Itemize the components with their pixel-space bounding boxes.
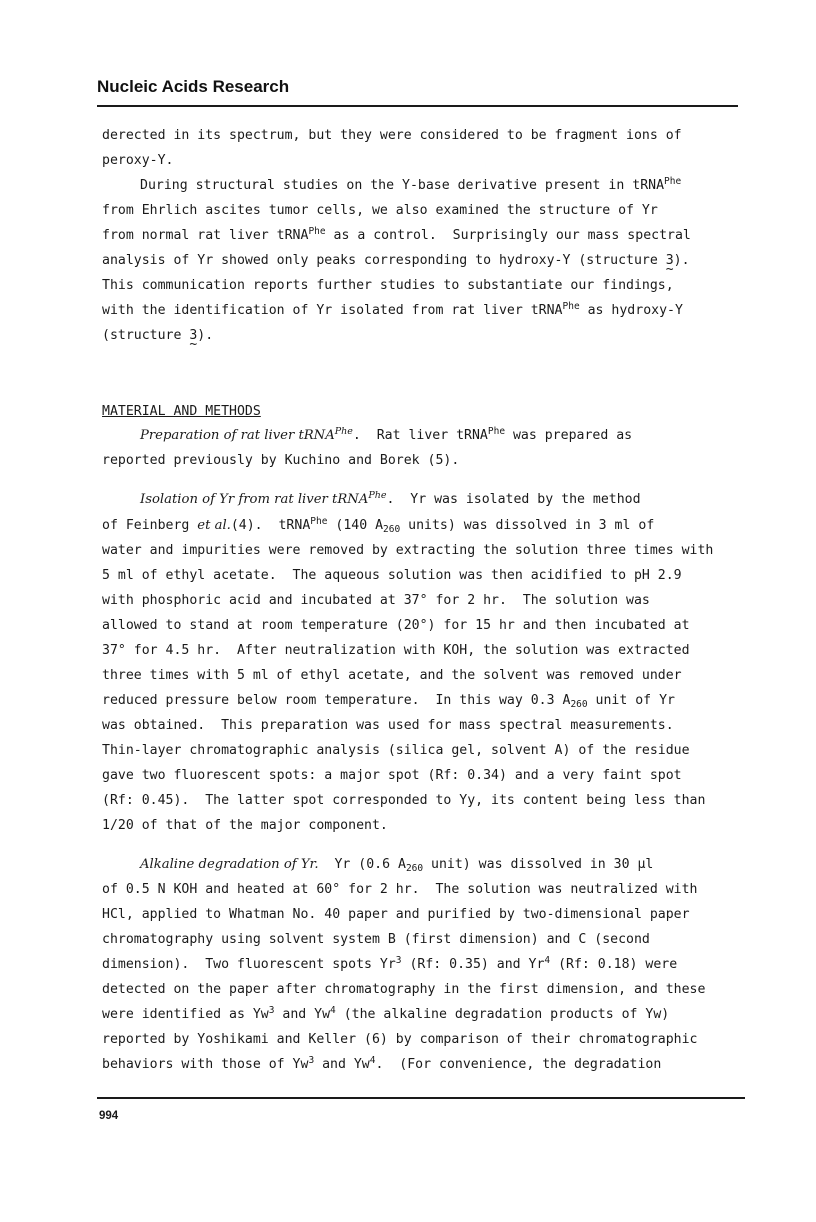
- text-line: water and impurities were removed by extracting the solution three times with: [102, 543, 714, 558]
- text-line: reported by Yoshikami and Keller (6) by comparison of their chromatographic: [102, 1032, 698, 1047]
- text-line: of 0.5 N KOH and heated at 60° for 2 hr. The solution was neutralized with: [102, 882, 698, 897]
- text-line: (Rf: 0.45). The latter spot corresponded to Yy, its content being less than: [102, 793, 706, 808]
- footer-rule: [97, 1097, 745, 1099]
- text-line: was obtained. This preparation was used for mass spectral measurements.: [102, 718, 674, 733]
- text-line: During structural studies on the Y-base derivative present in tRNA$^{Phe}$: [140, 176, 682, 193]
- text-line: peroxy-Y.: [102, 153, 174, 168]
- subsection-title: Isolation of Yr from rat liver tRNA: [140, 492, 369, 507]
- text-line: behaviors with those of Yw$^3$ and Yw$^4$. (For convenience, the degradation: [102, 1055, 662, 1072]
- text-line: (structure 3 ~).: [102, 328, 213, 344]
- text-line: chromatography using solvent system B (first dimension) and C (second: [102, 932, 650, 947]
- text-line: of Feinberg et al.(4). tRNA$^{Phe}$ (140 $A_{260}$ units) was dissolved in 3 ml of: [102, 516, 655, 535]
- structure-ref: 3 ~: [189, 328, 197, 344]
- text-line: three times with 5 ml of ethyl acetate, and the solvent was removed under: [102, 668, 682, 683]
- text-line: allowed to stand at room temperature (20°) for 15 hr and then incubated at: [102, 618, 690, 633]
- text-line: 5 ml of ethyl acetate. The aqueous solution was then acidified to pH 2.9: [102, 568, 682, 583]
- text-line: reported previously by Kuchino and Borek (5).: [102, 453, 460, 468]
- text-line: from normal rat liver tRNA$^{Phe}$ as a control. Surprisingly our mass spectral: [102, 226, 691, 243]
- journal-title: Nucleic Acids Research: [97, 77, 290, 96]
- text-line: Preparation of rat liver tRNA$^{Phe}$. Rat liver tRNA$^{Phe}$ was prepared as: [140, 426, 633, 443]
- text-line: dimension). Two fluorescent spots Yr$^3$ (Rf: 0.35) and Yr$^4$ (Rf: 0.18) were: [102, 955, 678, 972]
- text-line: derected in its spectrum, but they were considered to be fragment ions of: [102, 128, 682, 143]
- text-line: 1/20 of that of the major component.: [102, 818, 388, 833]
- text-line: gave two fluorescent spots: a major spot (Rf: 0.34) and a very faint spot: [102, 768, 682, 783]
- text-line: were identified as Yw$^3$ and Yw$^4$ (the alkaline degradation products of Yw): [102, 1005, 670, 1022]
- structure-ref: 3 ~: [666, 253, 674, 269]
- text-line: Alkaline degradation of Yr. Yr (0.6 $A_{260}$ unit) was dissolved in 30 µl: [140, 857, 654, 874]
- page-number: 994: [99, 1110, 119, 1122]
- text-line: from Ehrlich ascites tumor cells, we also examined the structure of Yr: [102, 203, 658, 218]
- text-line: 37° for 4.5 hr. After neutralization with KOH, the solution was extracted: [102, 643, 690, 658]
- text-line: This communication reports further studies to substantiate our findings,: [102, 278, 674, 293]
- text-line: with phosphoric acid and incubated at 37° for 2 hr. The solution was: [102, 593, 650, 608]
- text-line: reduced pressure below room temperature. In this way 0.3 $A_{260}$ unit of Yr: [102, 693, 675, 710]
- text-line: HCl, applied to Whatman No. 40 paper and purified by two-dimensional paper: [102, 907, 690, 922]
- text-line: with the identification of Yr isolated from rat liver tRNA$^{Phe}$ as hydroxy-Y: [102, 301, 683, 318]
- text-line: detected on the paper after chromatography in the first dimension, and these: [102, 982, 706, 997]
- section-heading: MATERIAL AND METHODS: [102, 404, 261, 419]
- text-line: analysis of Yr showed only peaks corresponding to hydroxy-Y (structure 3 ~).: [102, 253, 690, 269]
- subsection-title: Preparation of rat liver tRNA: [140, 428, 335, 443]
- text-line: Thin-layer chromatographic analysis (silica gel, solvent A) of the residue: [102, 743, 690, 758]
- header-rule: [97, 105, 738, 107]
- text-line: Isolation of Yr from rat liver tRNA$^{Phe}$. Yr was isolated by the method: [140, 490, 641, 507]
- subsection-title: Alkaline degradation of Yr.: [140, 857, 319, 872]
